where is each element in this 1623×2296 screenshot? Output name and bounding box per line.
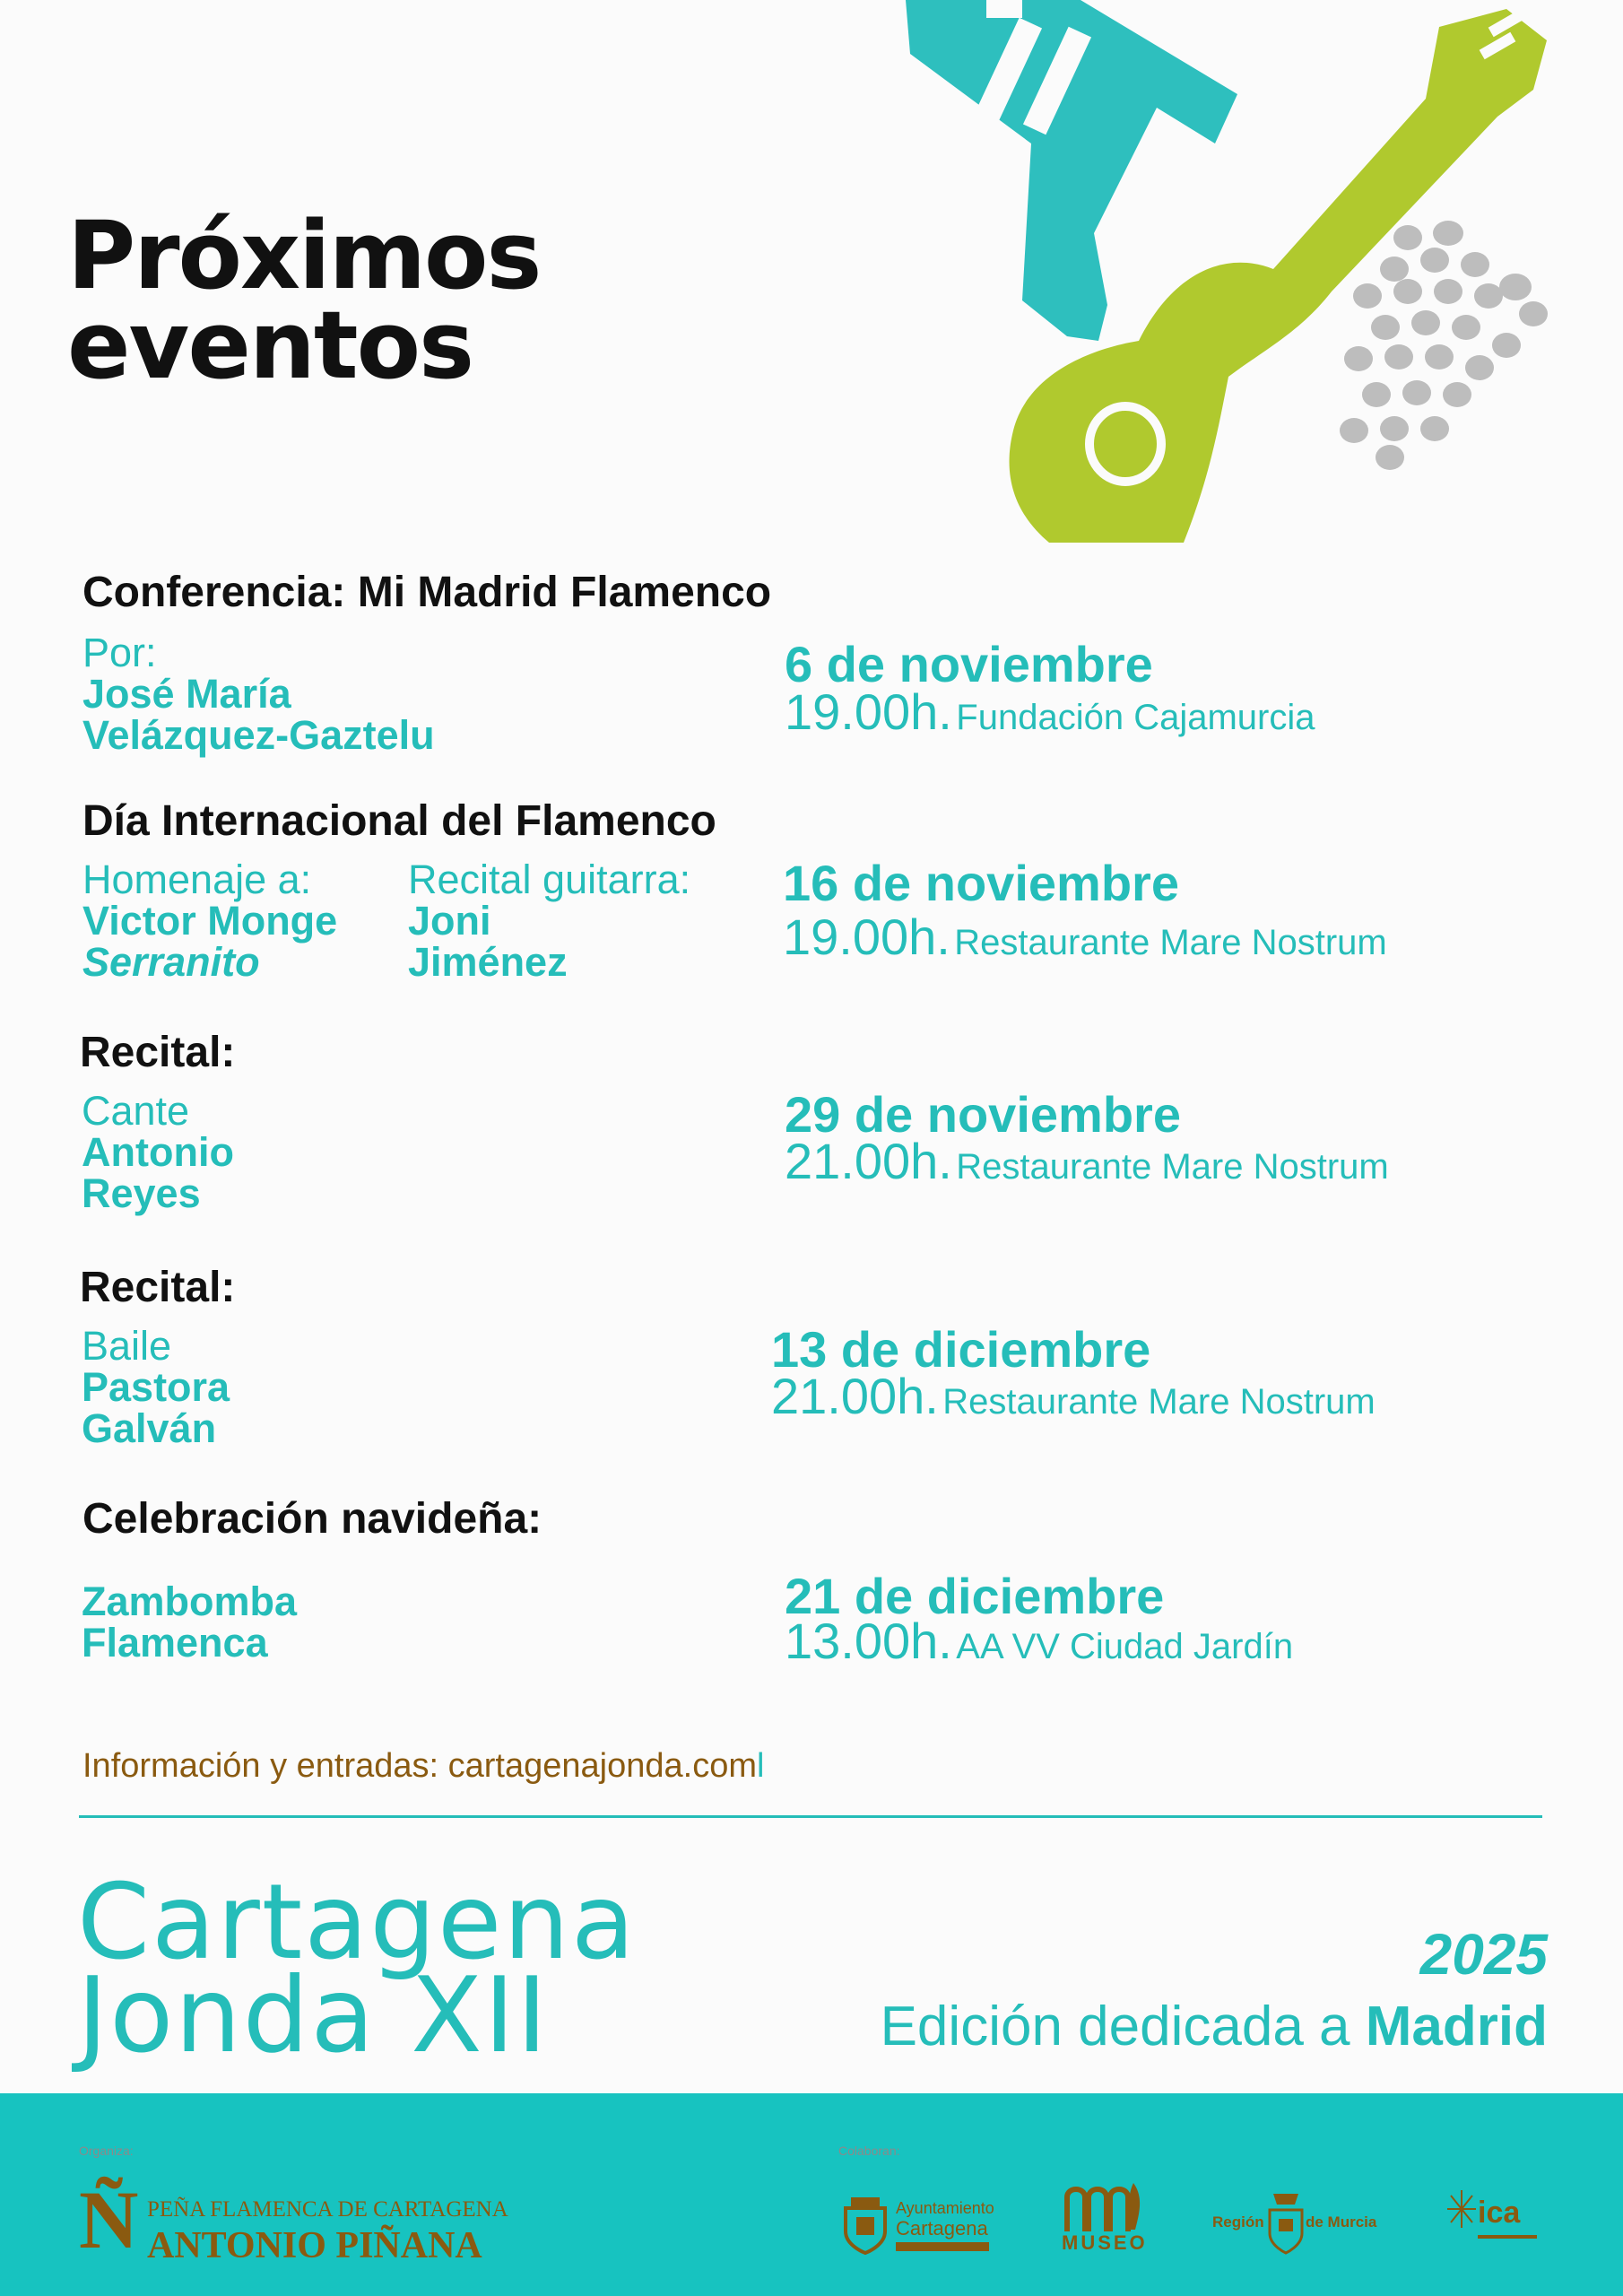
event-label: Homenaje a:: [82, 857, 312, 902]
event-venue: Fundación Cajamurcia: [956, 698, 1315, 737]
performer-name: Serranito: [82, 939, 260, 985]
brand-line-2: Jonda XII: [77, 1955, 550, 2076]
region-murcia-text: de Murcia: [1306, 2213, 1377, 2231]
event-time: 21.00h.: [771, 1368, 939, 1424]
year-label: 2025: [1419, 1922, 1548, 1987]
edition-line: [881, 1995, 1548, 2058]
performer-name: José María: [82, 671, 291, 717]
performer-name: Victor Monge: [82, 898, 338, 944]
event-label: Recital guitarra:: [408, 857, 691, 902]
ayto-line-2: Cartagena: [896, 2217, 988, 2239]
event-time: 19.00h.: [785, 683, 952, 740]
organiza-label: Organiza:: [79, 2144, 134, 2158]
event-heading: Recital:: [80, 1264, 236, 1311]
arches-icon: [1063, 2179, 1142, 2231]
info-text: Información y entradas: cartagenajonda.com: [82, 1747, 757, 1785]
ica-bar: [1478, 2235, 1537, 2239]
event-performer: [82, 859, 337, 983]
performer-name: Jiménez: [408, 939, 568, 985]
performer-name: Galván: [82, 1405, 217, 1451]
ica-text: ica: [1478, 2196, 1521, 2230]
title-line-1: Próximos: [67, 201, 541, 310]
region-text: Región: [1212, 2213, 1264, 2231]
event-date: 29 de noviembre: [785, 1086, 1181, 1143]
performer-name: Reyes: [82, 1170, 201, 1216]
event-performer: [82, 1578, 298, 1665]
event-label: Cante: [82, 1088, 190, 1134]
event-label: Baile: [82, 1323, 172, 1369]
event-date: 6 de noviembre: [785, 636, 1153, 692]
performer-name: Antonio: [82, 1129, 234, 1175]
ica-logo: [1444, 2187, 1542, 2255]
region-murcia-logo: [1212, 2187, 1383, 2258]
event-venue: Restaurante Mare Nostrum: [956, 1147, 1389, 1187]
event-heading: Celebración navideña:: [82, 1495, 542, 1543]
sponsors-footer: [0, 2093, 1623, 2296]
page-title: [67, 201, 541, 400]
brand-line-1: Cartagena: [77, 1862, 637, 1983]
event-venue: AA VV Ciudad Jardín: [956, 1627, 1294, 1666]
info-cursor: l: [756, 1747, 765, 1785]
dots-illustration: [1340, 221, 1548, 470]
performer-name: Velázquez-Gaztelu: [82, 712, 435, 758]
ayto-bar: [896, 2242, 989, 2251]
ayuntamiento-logo: [840, 2192, 993, 2258]
star-icon: [1444, 2187, 1480, 2231]
event-time-venue: [785, 683, 1315, 752]
edition-prefix: Edición dedicada a: [880, 1996, 1350, 2057]
pena-flamenca-logo: [79, 2174, 527, 2269]
event-time: 13.00h.: [785, 1613, 952, 1669]
event-performer: [82, 1323, 230, 1451]
event-performer: [82, 632, 435, 756]
museo-logo: [1058, 2179, 1148, 2262]
event-heading: Conferencia: Mi Madrid Flamenco: [82, 569, 772, 616]
event-heading: Recital:: [80, 1029, 236, 1076]
event-heading: Día Internacional del Flamenco: [82, 797, 716, 845]
event-time-venue: [785, 1135, 1389, 1201]
performer-name: Zambomba: [82, 1578, 298, 1624]
event-venue: Restaurante Mare Nostrum: [954, 923, 1387, 962]
event-performer: [82, 1088, 234, 1216]
performer-name: Joni: [408, 898, 491, 944]
event-date: 21 de diciembre: [785, 1568, 1165, 1624]
murcia-crest-icon: [1266, 2190, 1306, 2255]
pena-line-1: PEÑA FLAMENCA DE CARTAGENA: [147, 2197, 508, 2222]
event-time-venue: [785, 1615, 1293, 1681]
performer-name: Pastora: [82, 1364, 230, 1410]
pena-initial-icon: Ñ: [79, 2174, 139, 2266]
pena-line-2: ANTONIO PIÑANA: [147, 2225, 482, 2266]
edition-city: Madrid: [1365, 1996, 1548, 2057]
event-date: 16 de noviembre: [783, 855, 1179, 911]
event-venue: Restaurante Mare Nostrum: [942, 1382, 1376, 1422]
ayto-line-1: Ayuntamiento: [896, 2199, 994, 2217]
event-time: 19.00h.: [783, 909, 950, 965]
event-time-venue: [783, 911, 1387, 977]
event-label: Por:: [82, 630, 157, 675]
festival-brand: [77, 1862, 637, 2076]
colaboran-label: Colaboran:: [838, 2144, 900, 2158]
event-performer: [408, 859, 690, 983]
museo-text: MUSEO: [1062, 2231, 1148, 2254]
coat-of-arms-icon: [840, 2196, 890, 2255]
performer-name: Flamenca: [82, 1620, 268, 1665]
flamenco-illustration: [888, 0, 1569, 547]
title-line-2: eventos: [67, 291, 473, 400]
event-date: 13 de diciembre: [771, 1321, 1151, 1378]
event-time-venue: [771, 1370, 1376, 1436]
section-divider: [79, 1815, 1542, 1818]
info-line: [82, 1747, 764, 1786]
event-time: 21.00h.: [785, 1133, 952, 1189]
